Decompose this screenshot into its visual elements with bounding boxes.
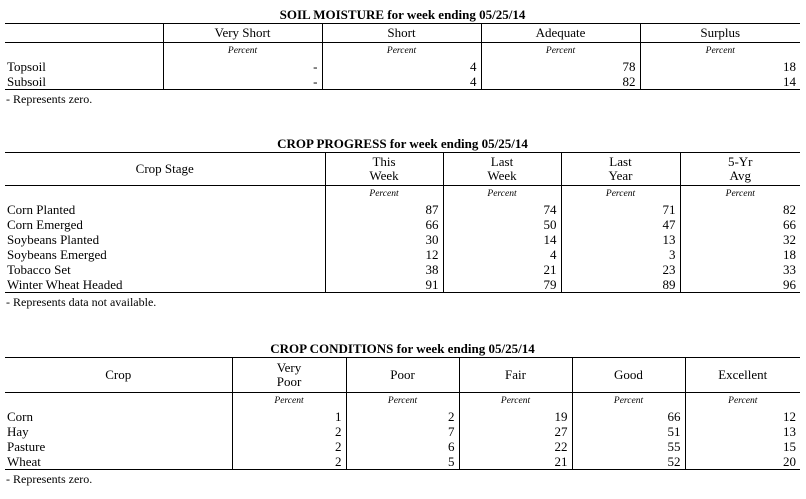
footnote: - Represents data not available. xyxy=(6,295,157,309)
cell-value: 52 xyxy=(572,454,685,470)
units-row xyxy=(5,393,800,410)
cell-value: 78 xyxy=(481,59,640,74)
unit-label: Percent xyxy=(163,43,322,60)
cell-value: 87 xyxy=(325,202,443,217)
soil-moisture-table xyxy=(5,23,800,90)
table-row xyxy=(5,59,800,74)
cell-value: 18 xyxy=(640,59,800,74)
table-row xyxy=(5,424,800,439)
column-header: Adequate xyxy=(481,24,640,43)
table-row xyxy=(5,232,800,247)
header-line: Last xyxy=(609,154,632,169)
cell-value: 66 xyxy=(325,217,443,232)
cell-value: 32 xyxy=(680,232,800,247)
column-header: Poor xyxy=(346,358,459,393)
cell-value: 23 xyxy=(561,262,680,277)
column-header: Very Short xyxy=(163,24,322,43)
units-blank xyxy=(5,186,325,203)
column-header xyxy=(325,153,443,186)
unit-label: Percent xyxy=(459,393,572,410)
row-label: Corn Planted xyxy=(7,202,76,217)
cell-value: 89 xyxy=(561,277,680,293)
soil-moisture-title: SOIL MOISTURE for week ending 05/25/14 xyxy=(279,7,526,22)
units-blank xyxy=(5,393,232,410)
row-label: Hay xyxy=(7,424,29,439)
header-line: This xyxy=(372,154,396,169)
table-row xyxy=(5,217,800,232)
row-label: Corn Emerged xyxy=(7,217,83,232)
cell-value: 2 xyxy=(232,424,346,439)
table-row xyxy=(5,74,800,90)
table-row xyxy=(5,247,800,262)
table-row xyxy=(5,454,800,470)
cell-value: 82 xyxy=(680,202,800,217)
cell-value: 5 xyxy=(346,454,459,470)
crop-conditions-title: CROP CONDITIONS for week ending 05/25/14 xyxy=(270,341,535,356)
crop-progress-section xyxy=(5,135,800,310)
row-label: Soybeans Emerged xyxy=(7,247,107,262)
header-line: Week xyxy=(369,168,399,183)
column-header: Fair xyxy=(459,358,572,393)
cell-value: 4 xyxy=(322,74,481,90)
table-row xyxy=(5,262,800,277)
cell-value: 18 xyxy=(680,247,800,262)
cell-value: 66 xyxy=(572,409,685,424)
cell-value: 14 xyxy=(443,232,561,247)
cell-value: 2 xyxy=(232,454,346,470)
header-line: Year xyxy=(608,168,633,183)
unit-label: Percent xyxy=(481,43,640,60)
cell-value: 27 xyxy=(459,424,572,439)
cell-value: 38 xyxy=(325,262,443,277)
table-row xyxy=(5,409,800,424)
soil-moisture-section xyxy=(5,6,800,107)
row-label: Soybeans Planted xyxy=(7,232,100,247)
column-header: Excellent xyxy=(685,358,800,393)
cell-value: 91 xyxy=(325,277,443,293)
column-header xyxy=(443,153,561,186)
table-header-row xyxy=(5,153,800,186)
cell-value: 12 xyxy=(325,247,443,262)
cell-value: 13 xyxy=(685,424,800,439)
unit-label: Percent xyxy=(443,186,561,203)
cell-value: 79 xyxy=(443,277,561,293)
blank-header xyxy=(5,24,163,43)
unit-label: Percent xyxy=(685,393,800,410)
crop-progress-title: CROP PROGRESS for week ending 05/25/14 xyxy=(277,136,528,151)
units-row xyxy=(5,43,800,60)
crop-conditions-table xyxy=(5,357,800,470)
cell-value: 74 xyxy=(443,202,561,217)
header-line: Week xyxy=(487,168,517,183)
cell-value: 19 xyxy=(459,409,572,424)
header-line: Avg xyxy=(729,168,751,183)
cell-value: 21 xyxy=(459,454,572,470)
column-header xyxy=(232,358,346,393)
cell-value: 30 xyxy=(325,232,443,247)
cell-value: 4 xyxy=(322,59,481,74)
cell-value: 21 xyxy=(443,262,561,277)
row-label: Wheat xyxy=(5,454,232,470)
cell-value: 3 xyxy=(561,247,680,262)
unit-label: Percent xyxy=(232,393,346,410)
crop-progress-table xyxy=(5,152,800,293)
units-blank xyxy=(5,43,163,60)
row-label: Pasture xyxy=(7,439,46,454)
cell-value: 12 xyxy=(685,409,800,424)
crop-conditions-section xyxy=(5,340,800,487)
crop-header: Crop xyxy=(5,358,232,393)
header-line: Very xyxy=(276,360,302,375)
table-row xyxy=(5,439,800,454)
cell-value: 15 xyxy=(685,439,800,454)
cell-value: 1 xyxy=(232,409,346,424)
cell-value: 4 xyxy=(443,247,561,262)
footnote: - Represents zero. xyxy=(6,472,93,486)
unit-label: Percent xyxy=(325,186,443,203)
cell-value: 82 xyxy=(481,74,640,90)
column-header xyxy=(561,153,680,186)
row-label: Tobacco Set xyxy=(7,262,71,277)
cell-value: 20 xyxy=(685,454,800,470)
column-header: Surplus xyxy=(640,24,800,43)
unit-label: Percent xyxy=(322,43,481,60)
units-row xyxy=(5,186,800,203)
header-line: Poor xyxy=(276,374,302,389)
cell-value: - xyxy=(163,74,322,90)
unit-label: Percent xyxy=(561,186,680,203)
footnote: - Represents zero. xyxy=(6,92,93,106)
cell-value: 71 xyxy=(561,202,680,217)
row-label: Subsoil xyxy=(5,74,163,90)
cell-value: 2 xyxy=(232,439,346,454)
cell-value: 33 xyxy=(680,262,800,277)
unit-label: Percent xyxy=(680,186,800,203)
column-header xyxy=(680,153,800,186)
cell-value: 47 xyxy=(561,217,680,232)
unit-label: Percent xyxy=(640,43,800,60)
table-row xyxy=(5,202,800,217)
cell-value: 55 xyxy=(572,439,685,454)
cell-value: 13 xyxy=(561,232,680,247)
table-header-row xyxy=(5,358,800,393)
header-line: 5-Yr xyxy=(727,154,753,169)
cell-value: 51 xyxy=(572,424,685,439)
column-header: Good xyxy=(572,358,685,393)
header-line: Last xyxy=(490,154,514,169)
row-label: Topsoil xyxy=(7,59,46,74)
row-label: Winter Wheat Headed xyxy=(5,277,325,293)
row-label: Corn xyxy=(7,409,33,424)
cell-value: 14 xyxy=(640,74,800,90)
crop-stage-header: Crop Stage xyxy=(5,153,325,186)
cell-value: 50 xyxy=(443,217,561,232)
cell-value: 66 xyxy=(680,217,800,232)
cell-value: 6 xyxy=(346,439,459,454)
table-row xyxy=(5,277,800,293)
cell-value: 2 xyxy=(346,409,459,424)
cell-value: 22 xyxy=(459,439,572,454)
cell-value: 96 xyxy=(680,277,800,293)
cell-value: 7 xyxy=(346,424,459,439)
table-header-row xyxy=(5,24,800,43)
unit-label: Percent xyxy=(572,393,685,410)
cell-value: - xyxy=(163,59,322,74)
unit-label: Percent xyxy=(346,393,459,410)
column-header: Short xyxy=(322,24,481,43)
